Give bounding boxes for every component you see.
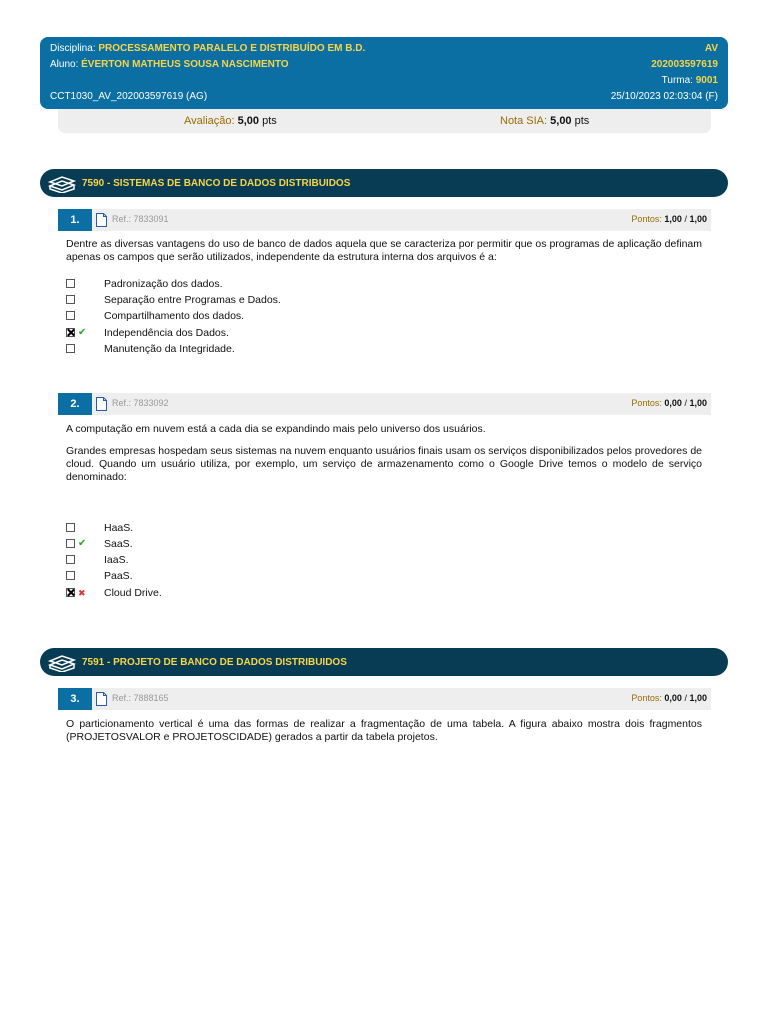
- points-label: Pontos:: [631, 398, 662, 408]
- points-sep: /: [684, 398, 687, 408]
- question-paragraph: A computação em nuvem está a cada dia se expandindo mais pelo universo dos usuários.: [66, 423, 486, 435]
- points-sep: /: [684, 693, 687, 703]
- checkbox[interactable]: [66, 571, 75, 580]
- checkbox[interactable]: [66, 539, 75, 548]
- points-label: Pontos:: [631, 693, 662, 703]
- question-paragraph: O particionamento vertical é uma das formas de realizar a fragmentação de uma tabela. A figura abaixo mostra dois fragmentos (PROJETOSVALOR e PROJETOSCIDADE) gerados a partir da tabela projetos.: [66, 718, 702, 743]
- checkbox[interactable]: [66, 311, 75, 320]
- avaliacao-score: [184, 115, 277, 127]
- aluno-value: ÉVERTON MATHEUS SOUSA NASCIMENTO: [81, 59, 289, 70]
- score-bar: [58, 109, 711, 133]
- correct-check-icon: ✔: [78, 538, 87, 549]
- question-ref: Ref.: 7833091: [112, 214, 169, 224]
- turma-value: 9001: [695, 75, 718, 86]
- question-ref: Ref.: 7888165: [112, 693, 169, 703]
- nota-sia-score: [500, 115, 589, 127]
- exam-header: [40, 37, 728, 109]
- exam-type: AV: [704, 43, 718, 54]
- aluno-row: [50, 59, 289, 70]
- disciplina-label: Disciplina:: [50, 43, 96, 54]
- document-icon: [96, 397, 107, 411]
- turma-label: Turma:: [661, 75, 693, 86]
- section-title: 7591 - PROJETO DE BANCO DE DADOS DISTRIBUIDOS: [82, 657, 347, 668]
- avaliacao-value: 5,00: [237, 115, 260, 127]
- question-number: 3.: [58, 688, 92, 710]
- avaliacao-unit: pts: [262, 115, 277, 127]
- question-points: [631, 693, 707, 703]
- option-text: Cloud Drive.: [104, 587, 162, 599]
- option-text: Separação entre Programas e Dados.: [104, 294, 281, 306]
- points-max: 1,00: [689, 398, 707, 408]
- option-text: Manutenção da Integridade.: [104, 343, 235, 355]
- nota-sia-unit: pts: [574, 115, 590, 127]
- option-text: IaaS.: [104, 554, 129, 566]
- option-text: Padronização dos dados.: [104, 278, 223, 290]
- points-score: 1,00: [664, 214, 682, 224]
- option-text: SaaS.: [104, 538, 133, 550]
- exam-code: CCT1030_AV_202003597619 (AG): [50, 91, 208, 102]
- turma-row: [662, 75, 718, 86]
- question-number: 2.: [58, 393, 92, 415]
- checkbox-checked[interactable]: [66, 328, 75, 337]
- books-icon: [48, 173, 76, 193]
- points-max: 1,00: [689, 214, 707, 224]
- question-points: [631, 398, 707, 408]
- section-header: [40, 648, 728, 676]
- disciplina-row: [50, 43, 365, 54]
- matricula: 202003597619: [651, 59, 718, 70]
- nota-sia-label: Nota SIA:: [500, 115, 548, 127]
- document-icon: [96, 213, 107, 227]
- checkbox[interactable]: [66, 279, 75, 288]
- option-text: PaaS.: [104, 570, 133, 582]
- checkbox[interactable]: [66, 555, 75, 564]
- section-header: [40, 169, 728, 197]
- question-header: [58, 688, 711, 710]
- points-score: 0,00: [664, 398, 682, 408]
- correct-check-icon: ✔: [78, 327, 87, 338]
- books-icon: [48, 652, 76, 672]
- document-icon: [96, 692, 107, 706]
- points-label: Pontos:: [631, 214, 662, 224]
- question-header: [58, 209, 711, 231]
- points-score: 0,00: [664, 693, 682, 703]
- question-text: [66, 238, 702, 273]
- checkbox[interactable]: [66, 523, 75, 532]
- disciplina-value: PROCESSAMENTO PARALELO E DISTRIBUÍDO EM B.D.: [98, 43, 366, 54]
- points-sep: /: [684, 214, 687, 224]
- question-paragraph: Dentre as diversas vantagens do uso de banco de dados aquela que se caracteriza por permitir que os programas de aplicação definam apenas os campos que serão utilizados, independente da estrutura interna dos arquivos é a:: [66, 238, 702, 263]
- section-title: 7590 - SISTEMAS DE BANCO DE DADOS DISTRIBUIDOS: [82, 178, 351, 189]
- question-header: [58, 393, 711, 415]
- avaliacao-label: Avaliação:: [184, 115, 235, 127]
- option-text: Independência dos Dados.: [104, 327, 229, 339]
- question-paragraph: Grandes empresas hospedam seus sistemas na nuvem enquanto usuários finais usam os serviços disponibilizados pelos provedores de cloud. Quando um usuário utiliza, por exemplo, um serviço de armazenamento como o Google Drive temos o modelo de serviço denominado:: [66, 445, 702, 483]
- question-points: [631, 214, 707, 224]
- question-number: 1.: [58, 209, 92, 231]
- question-text: [66, 718, 702, 753]
- aluno-label: Aluno:: [50, 59, 79, 70]
- checkbox[interactable]: [66, 295, 75, 304]
- checkbox-checked[interactable]: [66, 588, 75, 597]
- option-text: HaaS.: [104, 522, 134, 534]
- exam-datetime: 25/10/2023 02:03:04 (F): [610, 91, 718, 102]
- wrong-x-icon: ✖: [78, 588, 86, 598]
- checkbox[interactable]: [66, 344, 75, 353]
- question-ref: Ref.: 7833092: [112, 398, 169, 408]
- nota-sia-value: 5,00: [550, 115, 572, 127]
- option-text: Compartilhamento dos dados.: [104, 310, 245, 322]
- points-max: 1,00: [689, 693, 707, 703]
- question-text: [66, 423, 702, 493]
